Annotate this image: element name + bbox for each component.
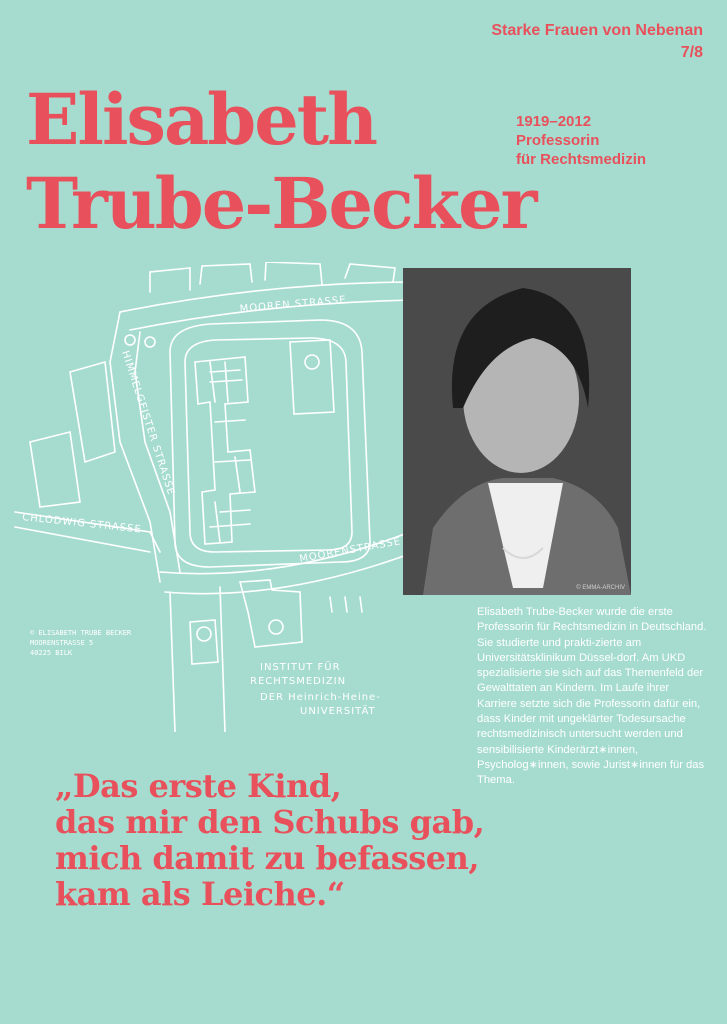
- role-line-1: Professorin: [516, 132, 600, 149]
- map-label-institut-2: RECHTSMEDIZIN: [250, 676, 347, 687]
- map-label-mooren-bottom: MOORENSTRASSE: [298, 536, 402, 565]
- map-credit-line-3: 40225 BILK: [30, 649, 73, 657]
- map-credit-line-2: MOORENSTRASSE 5: [30, 639, 94, 647]
- page-title: [26, 78, 536, 246]
- quote-line-3: mich damit zu befassen,: [55, 839, 480, 877]
- map-credit-line-1: © ELISABETH TRUBE BECKER: [30, 629, 132, 637]
- quote-line-4: kam als Leiche.“: [55, 875, 345, 913]
- biography-text: Elisabeth Trube-Becker wurde die erste Professorin für Rechtsmedizin in Deutschland. Sie studierte und prakti-zierte am Universitätsklinikum Düssel-dorf. Am UKD spezialisierte sie sich auf das Themenfeld der Gewalttaten an Kindern. Im Laufe ihrer Karriere setzte sich die Professorin dafür ein, dass Kinder mit ungeklärter Todesursache rechtsmedizinisch untersucht werden und sensibilisierte Kinderärzt∗innen, Psycholog∗innen, sowie Jurist∗innen für das Thema.: [477, 606, 707, 787]
- series-title: Starke Frauen von Nebenan: [491, 22, 703, 39]
- hand-drawn-map: [10, 262, 430, 732]
- quote: [55, 768, 484, 912]
- series-header: [491, 20, 703, 64]
- title-line-2: Trube-Becker: [26, 162, 536, 245]
- map-label-mooren-top: MOOREN STRASSE: [239, 294, 348, 315]
- photo-credit: © EMMA-ARCHIV: [576, 585, 625, 591]
- map-label-chlodwig: CHLODWIG STRASSE: [21, 512, 143, 536]
- map-credit: [30, 628, 131, 658]
- map-label-himmelgeister: HIMMELGEISTER STRASSE: [119, 349, 177, 497]
- map-label-institut-4: UNIVERSITÄT: [300, 706, 376, 717]
- role-line-2: für Rechtsmedizin: [516, 151, 647, 168]
- map-label-institut-3: DER Heinrich-Heine-: [260, 692, 381, 703]
- life-years: 1919–2012: [516, 113, 592, 130]
- life-info: [516, 112, 646, 169]
- portrait-photo: [403, 268, 631, 595]
- quote-line-1: „Das erste Kind,: [55, 767, 342, 805]
- title-line-1: Elisabeth: [26, 78, 377, 161]
- quote-line-2: das mir den Schubs gab,: [55, 803, 485, 841]
- map-label-institut-1: INSTITUT FÜR: [260, 662, 341, 673]
- page-number: 7/8: [680, 44, 703, 61]
